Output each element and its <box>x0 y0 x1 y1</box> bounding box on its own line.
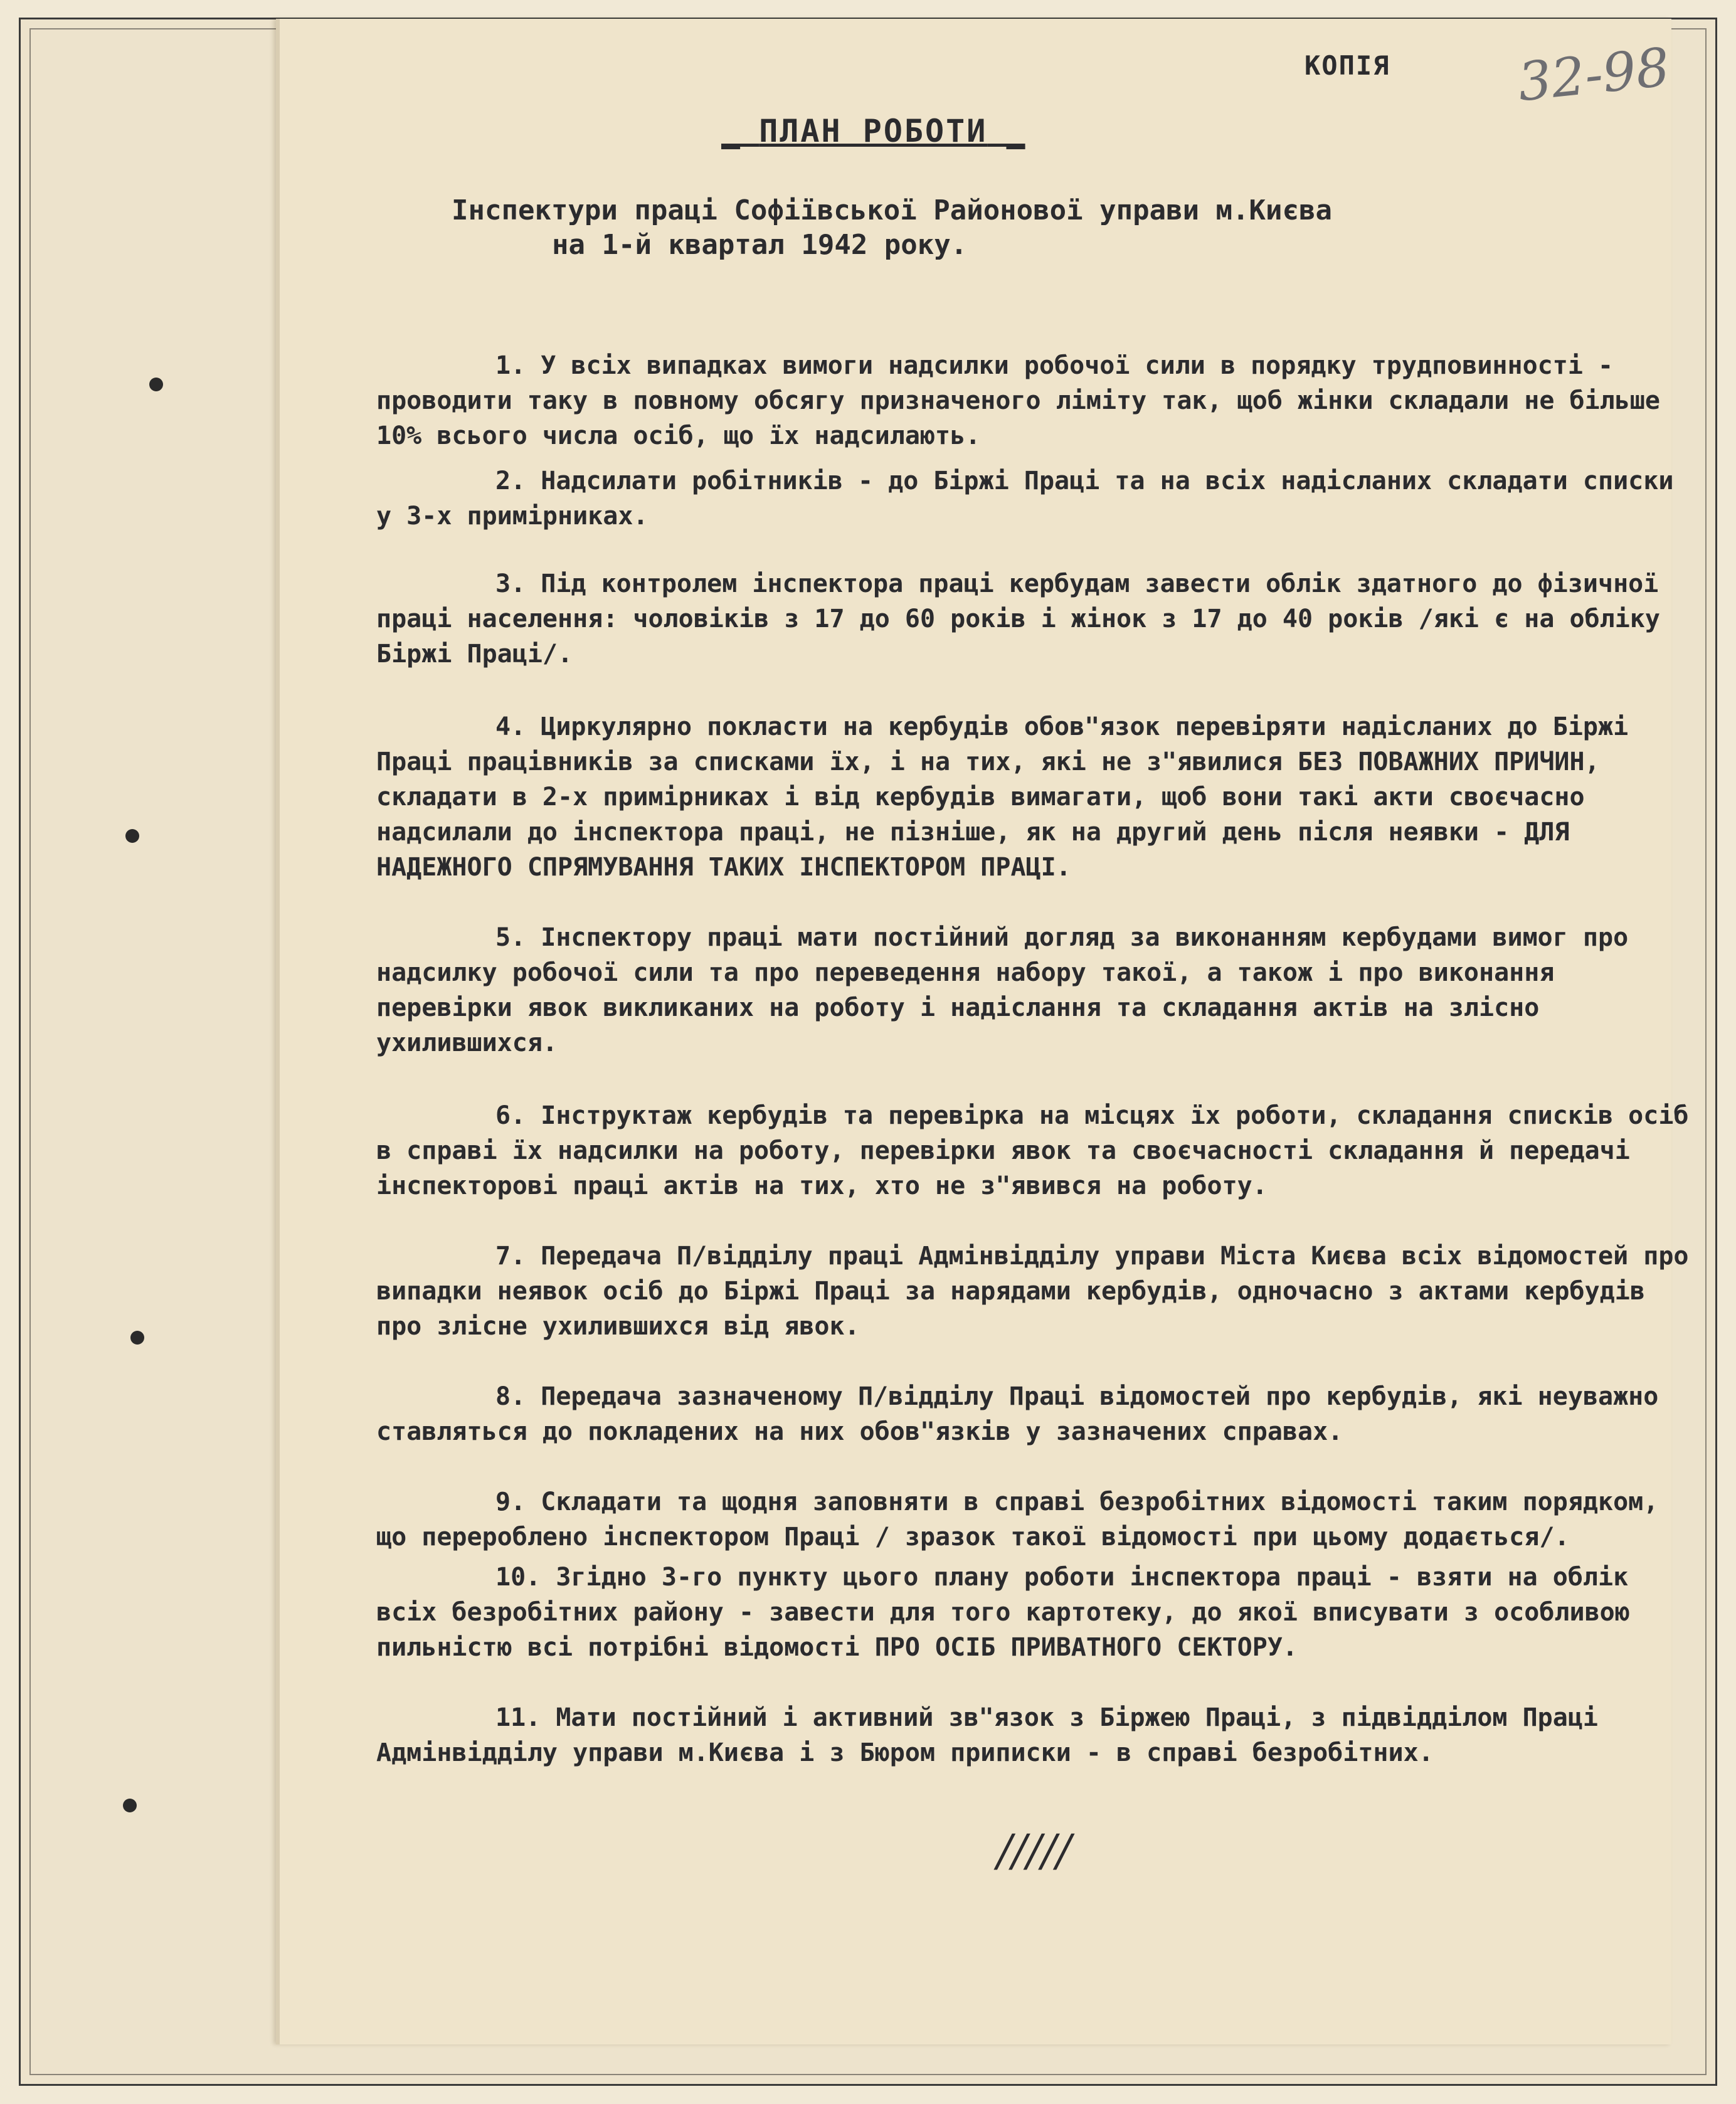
subtitle-line-1: Інспектури праці Софіївської Районової управи м.Києва <box>452 194 1332 226</box>
document-title <box>721 113 1025 149</box>
plan-item: 4. Циркулярно покласти на кербудів обов"язок перевіряти надісланих до Біржі Праці працівників за списками їх, і на тих, які не з"явилися БЕЗ ПОВАЖНИХ ПРИЧИН, складати в 2-х примірниках і від кербудів вимагати, щоб вони такі акти своєчасно надсилали до інспектора праці, не пізніше, як на другий день після неявки - ДЛЯ НАДЕЖНОГО СПРЯМУВАННЯ ТАКИХ ІНСПЕКТОРОМ ПРАЦІ. <box>376 712 1629 882</box>
binding-hole-4 <box>123 1799 137 1812</box>
plan-item: 7. Передача П/відділу праці Адмінвідділу управи Міста Києва всіх відомостей про випадки неявок осіб до Біржі Праці за нарядами кербудів, одночасно з актами кербудів про злісне ухилившихся від явок. <box>376 1242 1689 1341</box>
plan-item: 9. Складати та щодня заповняти в справі безробітних відомості таким порядком, що перероблено інспектором Праці / зразок такої відомості при цьому додається/. <box>376 1488 1659 1552</box>
binding-hole-3 <box>130 1331 144 1345</box>
plan-item: 3. Під контролем інспектора праці кербудам завести облік здатного до фізичної праці населення: чоловіків з 17 до 60 років і жінок з 17 до 40 років /які є на обліку Біржі Праці/. <box>376 569 1660 669</box>
subtitle-line-2: на 1-й квартал 1942 року. <box>552 229 968 261</box>
title-dash-right: _ <box>987 113 1025 149</box>
archive-number: 32-98 <box>1515 36 1673 114</box>
plan-items-list <box>376 348 1700 1770</box>
plan-item: 8. Передача зазначеному П/відділу Праці відомостей про кербудів, які неуважно ставляться до покладених на них обов"язків у зазначених справах. <box>376 1382 1659 1446</box>
plan-item: 2. Надсилати робітників - до Біржі Праці та на всіх надісланих складати списки у 3-х примірниках. <box>376 467 1674 531</box>
plan-item: 6. Інструктаж кербудів та перевірка на місцях їх роботи, складання списків осіб в справі їх надсилки на роботу, перевірки явок та своєчасності складання й передачі інспекторові праці актів на тих, хто не з"явився на роботу. <box>376 1101 1689 1200</box>
copy-label: КОПІЯ <box>1305 50 1390 81</box>
title-dash-left: _ <box>721 113 760 149</box>
end-mark: ///// <box>997 1825 1071 1876</box>
sheet-left-edge <box>276 19 280 2044</box>
title-text: ПЛАН РОБОТИ <box>759 113 988 149</box>
plan-item: 5. Інспектору праці мати постійний догляд за виконанням кербудами вимог про надсилку робочої сили та про переведення набору такої, а також і про виконання перевірки явок викликаних на роботу і надіслання та складання актів на злісно ухилившихся. <box>376 923 1629 1057</box>
plan-item: 11. Мати постійний і активний зв"язок з Біржею Праці, з підвідділом Праці Адмінвідділу управи м.Києва і з Бюром приписки - в справі безробітних. <box>376 1703 1598 1767</box>
plan-item: 1. У всіх випадках вимоги надсилки робочої сили в порядку трудповинності - проводити таку в повному обсягу призначеного ліміту так, щоб жінки складали не більше 10% всього числа осіб, що їх надсилають. <box>376 351 1660 450</box>
plan-item: 10. Згідно 3-го пункту цього плану роботи інспектора праці - взяти на облік всіх безробітних району - завести для того картотеку, до якої вписувати з особливою пильністю всі потрібні відомості ПРО ОСІБ ПРИВАТНОГО СЕКТОРУ. <box>376 1563 1630 1662</box>
binding-hole-1 <box>149 378 163 391</box>
binding-hole-2 <box>125 829 139 843</box>
